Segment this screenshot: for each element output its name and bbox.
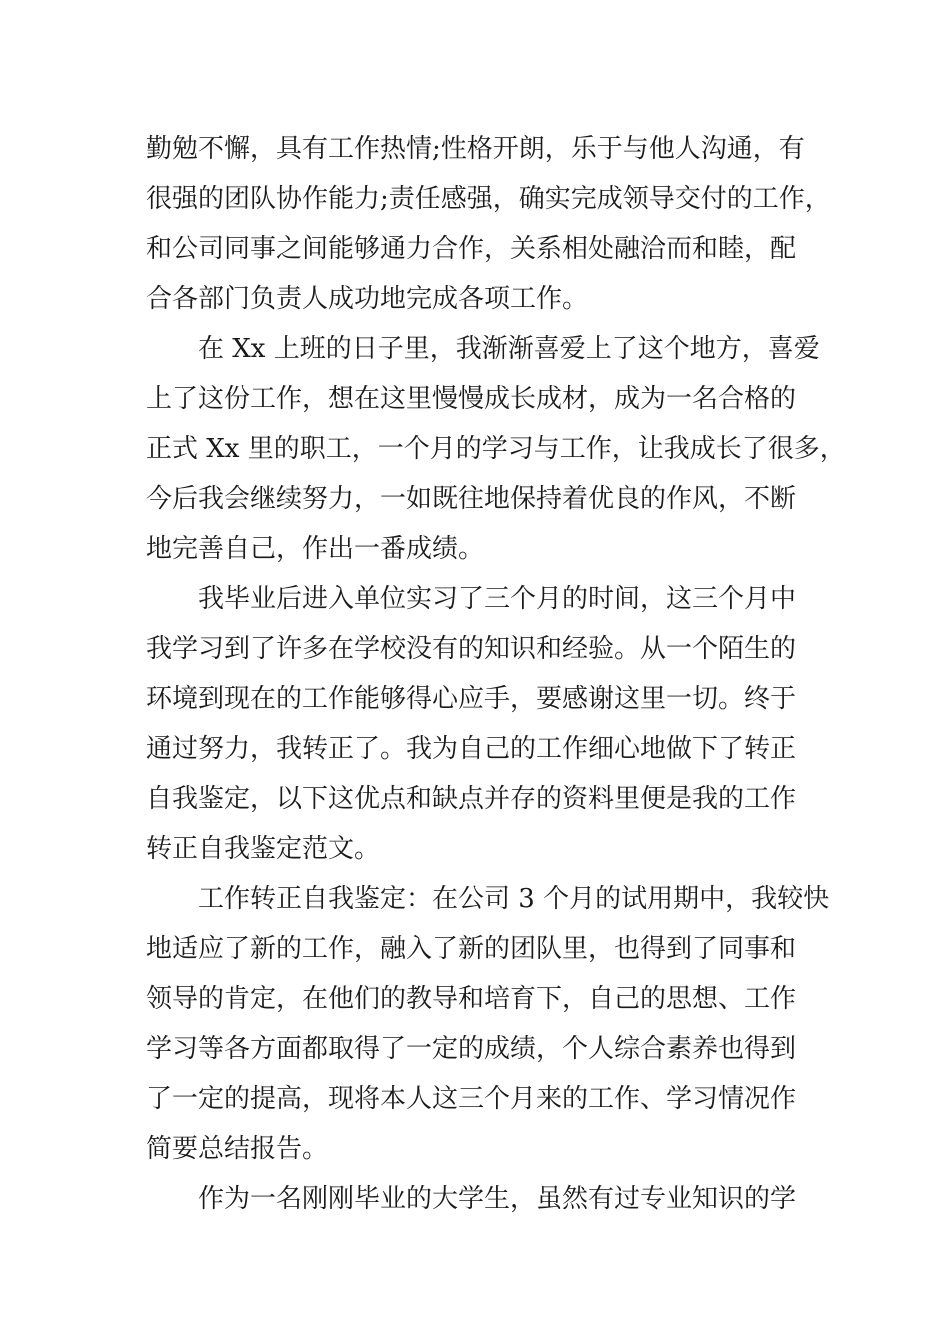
paragraph-first-line: 在 Xx 上班的日子里，我渐渐喜爱上了这个地方，喜爱 (198, 334, 820, 364)
text-line: 通过努力，我转正了。我为自己的工作细心地做下了转正 (146, 734, 797, 764)
paragraph-first-line: 工作转正自我鉴定：在公司 3 个月的试用期中，我较快 (198, 884, 830, 914)
text-line: 转正自我鉴定范文。 (146, 834, 381, 864)
text-line: 简要总结报告。 (146, 1134, 329, 1164)
text-line: 和公司同事之间能够通力合作，关系相处融洽而和睦，配 (146, 234, 797, 264)
text-line: 地适应了新的工作，融入了新的团队里，也得到了同事和 (146, 934, 797, 964)
text-line: 正式 Xx 里的职工，一个月的学习与工作，让我成长了很多， (146, 434, 846, 464)
text-line: 自我鉴定，以下这优点和缺点并存的资料里便是我的工作 (146, 784, 797, 814)
text-line: 很强的团队协作能力;责任感强，确实完成领导交付的工作， (146, 184, 831, 214)
text-line: 今后我会继续努力，一如既往地保持着优良的作风，不断 (146, 484, 797, 514)
text-line: 勤勉不懈，具有工作热情;性格开朗，乐于与他人沟通，有 (146, 134, 805, 164)
text-line: 环境到现在的工作能够得心应手，要感谢这里一切。终于 (146, 684, 797, 714)
paragraph-first-line: 作为一名刚刚毕业的大学生，虽然有过专业知识的学 (198, 1184, 797, 1214)
text-line: 上了这份工作，想在这里慢慢成长成材，成为一名合格的 (146, 384, 797, 414)
paragraph-first-line: 我毕业后进入单位实习了三个月的时间，这三个月中 (198, 584, 797, 614)
text-line: 我学习到了许多在学校没有的知识和经验。从一个陌生的 (146, 634, 797, 664)
text-line: 学习等各方面都取得了一定的成绩，个人综合素养也得到 (146, 1034, 797, 1064)
text-line: 合各部门负责人成功地完成各项工作。 (146, 284, 589, 314)
text-line: 地完善自己，作出一番成绩。 (146, 534, 485, 564)
text-line: 了一定的提高，现将本人这三个月来的工作、学习情况作 (146, 1084, 797, 1114)
text-line: 领导的肯定，在他们的教导和培育下，自己的思想、工作 (146, 984, 797, 1014)
